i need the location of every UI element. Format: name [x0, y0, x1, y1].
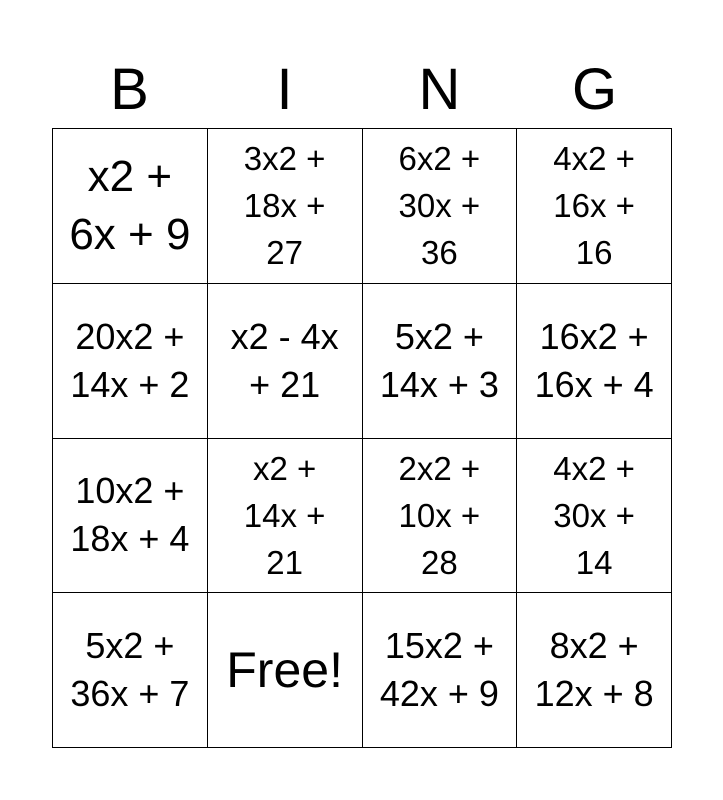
cell-text: 6x2 + 30x + 36 [398, 140, 481, 272]
bingo-cell[interactable] [53, 593, 208, 748]
cell-text: x2 + 14x + 21 [243, 449, 326, 581]
bingo-cell[interactable] [53, 284, 208, 439]
header-letter-b: B [110, 57, 149, 122]
bingo-cell[interactable] [363, 284, 518, 439]
bingo-cell[interactable] [53, 129, 208, 284]
bingo-cell[interactable] [517, 439, 672, 594]
bingo-cell[interactable] [208, 439, 363, 594]
cell-text: 4x2 + 30x + 14 [553, 449, 635, 581]
bingo-cell[interactable] [208, 284, 363, 439]
bingo-cell[interactable] [517, 129, 672, 284]
bingo-grid [52, 128, 672, 748]
bingo-cell[interactable] [363, 439, 518, 594]
free-cell[interactable] [208, 593, 363, 748]
header-letter-i: I [276, 57, 293, 122]
header-letter-g: G [571, 57, 618, 122]
cell-text: x2 - 4x + 21 [230, 315, 339, 405]
cell-text: 8x2 + 12x + 8 [534, 625, 654, 715]
cell-text: 3x2 + 18x + 27 [243, 140, 326, 272]
cell-text: 5x2 + 14x + 3 [379, 315, 499, 405]
free-cell-text: Free! [226, 642, 343, 699]
cell-text: 15x2 + 42x + 9 [379, 625, 499, 715]
bingo-cell[interactable] [517, 593, 672, 748]
header-letter-n: N [418, 57, 461, 122]
bingo-cell[interactable] [363, 129, 518, 284]
bingo-cell[interactable] [517, 284, 672, 439]
cell-text: 20x2 + 14x + 2 [70, 315, 190, 405]
bingo-cell[interactable] [208, 129, 363, 284]
cell-text: 10x2 + 18x + 4 [70, 470, 190, 560]
bingo-cell[interactable] [363, 593, 518, 748]
bingo-header [52, 52, 672, 128]
bingo-cell[interactable] [53, 439, 208, 594]
cell-text: 16x2 + 16x + 4 [534, 315, 654, 405]
cell-text: 2x2 + 10x + 28 [398, 449, 481, 581]
cell-text: x2 + 6x + 9 [69, 151, 191, 259]
cell-text: 4x2 + 16x + 16 [553, 140, 635, 272]
cell-text: 5x2 + 36x + 7 [70, 625, 190, 715]
